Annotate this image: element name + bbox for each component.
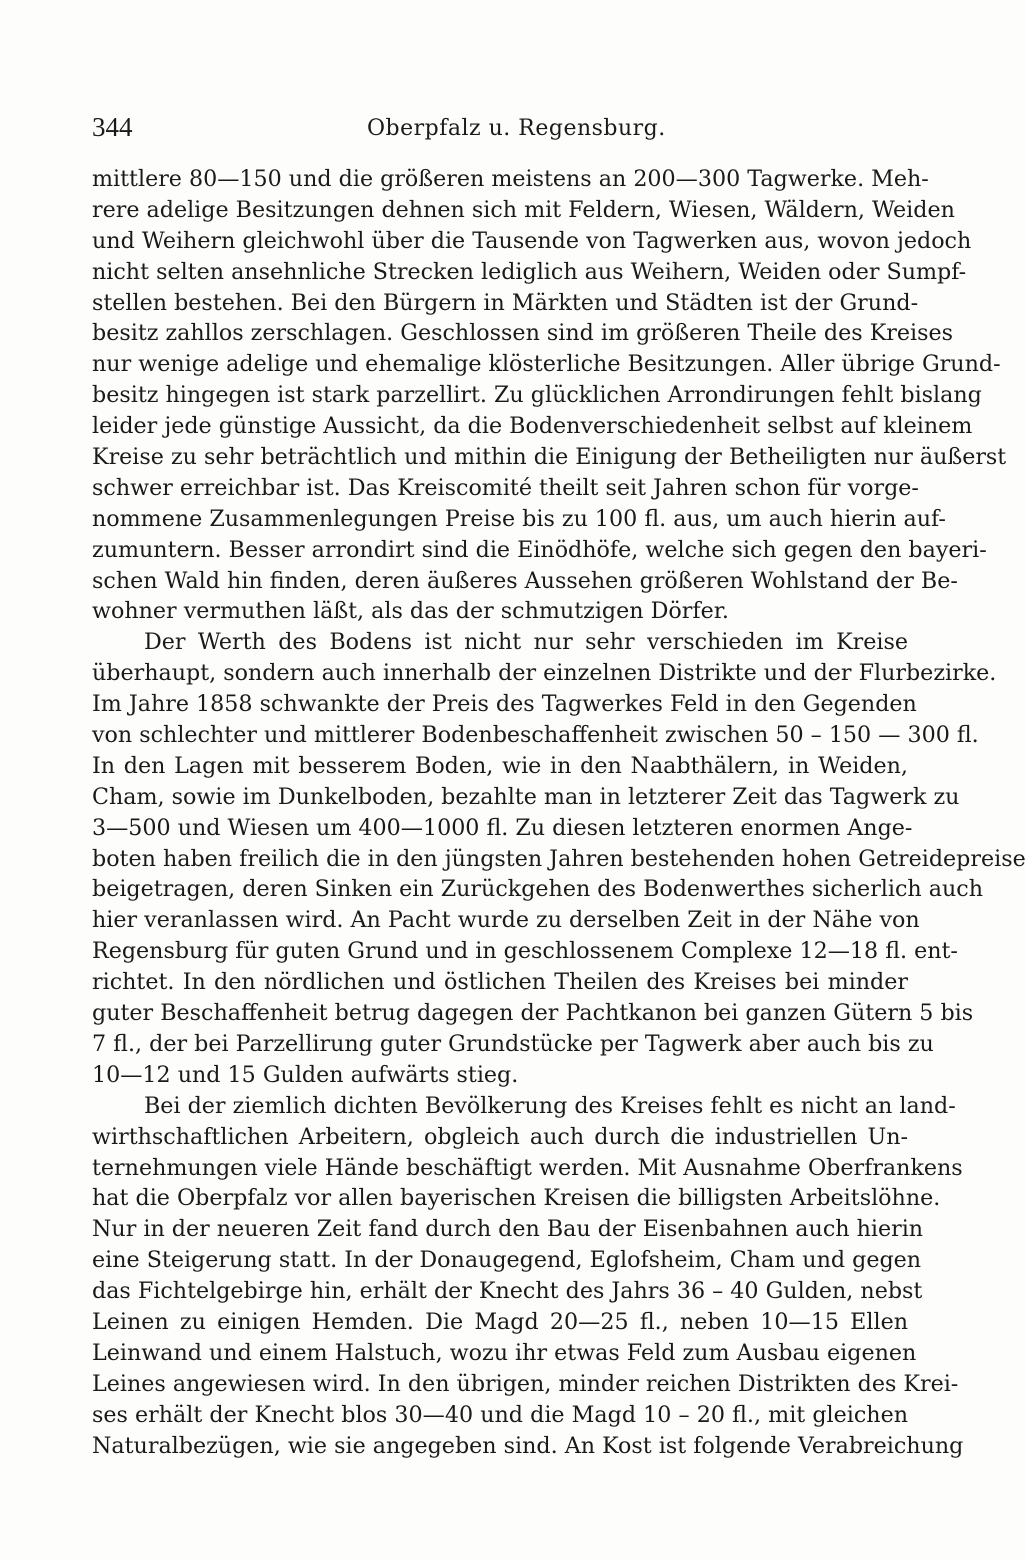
page-number: 344 [92,112,133,142]
text-line: beigetragen, deren Sinken ein Zurückgehen des Bodenwerthes sicherlich auch [92,876,983,903]
text-line: nommene Zusammenlegungen Preise bis zu 100 fl. aus, um auch hierin auf- [92,505,946,532]
text-line: stellen bestehen. Bei den Bürgern in Märkten und Städten ist der Grund- [92,289,919,316]
text-line: überhaupt, sondern auch innerhalb der einzelnen Distrikte und der Flurbezirke. [92,660,997,687]
text-line: zumuntern. Besser arrondirt sind die Einödhöfe, welche sich gegen den bayeri- [92,536,987,563]
text-line: Leines angewiesen wird. In den übrigen, minder reichen Distrikten des Krei- [92,1370,959,1397]
text-line: ses erhält der Knecht blos 30—40 und die Magd 10 – 20 fl., mit gleichen [92,1401,908,1428]
text-line: schen Wald hin finden, deren äußeres Aussehen größeren Wohlstand der Be- [92,567,958,594]
text-line: eine Steigerung statt. In der Donaugegend, Eglofsheim, Cham und gegen [92,1247,922,1274]
text-line: leider jede günstige Aussicht, da die Bodenverschiedenheit selbst auf kleinem [92,413,973,440]
text-line: von schlechter und mittlerer Bodenbeschaffenheit zwischen 50 – 150 — 300 fl. [92,722,979,749]
text-line: 10—12 und 15 Gulden aufwärts stieg. [92,1061,519,1088]
text-line: Nur in der neueren Zeit fand durch den Bau der Eisenbahnen auch hierin [92,1216,924,1243]
text-line: 3—500 und Wiesen um 400—1000 fl. Zu diesen letzteren enormen Ange- [92,814,913,841]
text-line: und Weihern gleichwohl über die Tausende von Tagwerken aus, wovon jedoch [92,227,972,254]
text-line: guter Beschaffenheit betrug dagegen der Pachtkanon bei ganzen Gütern 5 bis [92,1000,974,1027]
text-line: das Fichtelgebirge hin, erhält der Knecht des Jahrs 36 – 40 Gulden, nebst [92,1278,923,1305]
text-line: hier veranlassen wird. An Pacht wurde zu derselben Zeit in der Nähe von [92,907,920,934]
running-head: Oberpfalz u. Regensburg. [367,116,666,141]
text-line: Naturalbezügen, wie sie angegeben sind. An Kost ist folgende Verabreichung [92,1432,964,1459]
text-line: besitz zahllos zerschlagen. Geschlossen sind im größeren Theile des Kreises [92,320,954,347]
text-line: nur wenige adelige und ehemalige klösterliche Besitzungen. Aller übrige Grund- [92,351,1001,378]
text-line: boten haben freilich die in den jüngsten Jahren bestehenden hohen Getreidepreise [92,845,1026,872]
text-line: Im Jahre 1858 schwankte der Preis des Tagwerkes Feld in den Gegenden [92,691,917,718]
text-line: In den Lagen mit besserem Boden, wie in den Naabthälern, in Weiden, [92,752,908,779]
body-text [92,164,1026,1461]
text-line: nicht selten ansehnliche Strecken lediglich aus Weihern, Weiden oder Sumpf- [92,258,967,285]
text-line: besitz hingegen ist stark parzellirt. Zu glücklichen Arrondirungen fehlt bislang [92,382,982,409]
text-line: rere adelige Besitzungen dehnen sich mit Feldern, Wiesen, Wäldern, Weiden [92,196,955,223]
text-line: wirthschaftlichen Arbeitern, obgleich auch durch die industriellen Un- [92,1123,908,1150]
paragraph-start-line: Bei der ziemlich dichten Bevölkerung des Kreises fehlt es nicht an land- [144,1092,956,1119]
text-line: ternehmungen viele Hände beschäftigt werden. Mit Ausnahme Oberfrankens [92,1154,963,1181]
paragraph-start-line: Der Werth des Bodens ist nicht nur sehr verschieden im Kreise [144,629,908,656]
text-line: mittlere 80—150 und die größeren meistens an 200—300 Tagwerke. Meh- [92,166,929,192]
text-line: schwer erreichbar ist. Das Kreiscomité theilt seit Jahren schon für vorge- [92,474,919,501]
text-line: Cham, sowie im Dunkelboden, bezahlte man in letzterer Zeit das Tagwerk zu [92,783,960,810]
text-line: Leinwand und einem Halstuch, wozu ihr etwas Feld zum Ausbau eigenen [92,1339,917,1366]
page-header [92,112,908,152]
text-line: Regensburg für guten Grund und in geschlossenem Complexe 12—18 fl. ent- [92,938,958,965]
text-line: hat die Oberpfalz vor allen bayerischen Kreisen die billigsten Arbeitslöhne. [92,1185,941,1212]
text-line: richtet. In den nördlichen und östlichen Theilen des Kreises bei minder [92,969,908,996]
text-line: 7 fl., der bei Parzellirung guter Grundstücke per Tagwerk aber auch bis zu [92,1030,934,1057]
text-line: wohner vermuthen läßt, als das der schmutzigen Dörfer. [92,598,729,625]
text-line: Leinen zu einigen Hemden. Die Magd 20—25 fl., neben 10—15 Ellen [92,1308,908,1335]
text-line: Kreise zu sehr beträchtlich und mithin die Einigung der Betheiligten nur äußerst [92,444,1007,471]
